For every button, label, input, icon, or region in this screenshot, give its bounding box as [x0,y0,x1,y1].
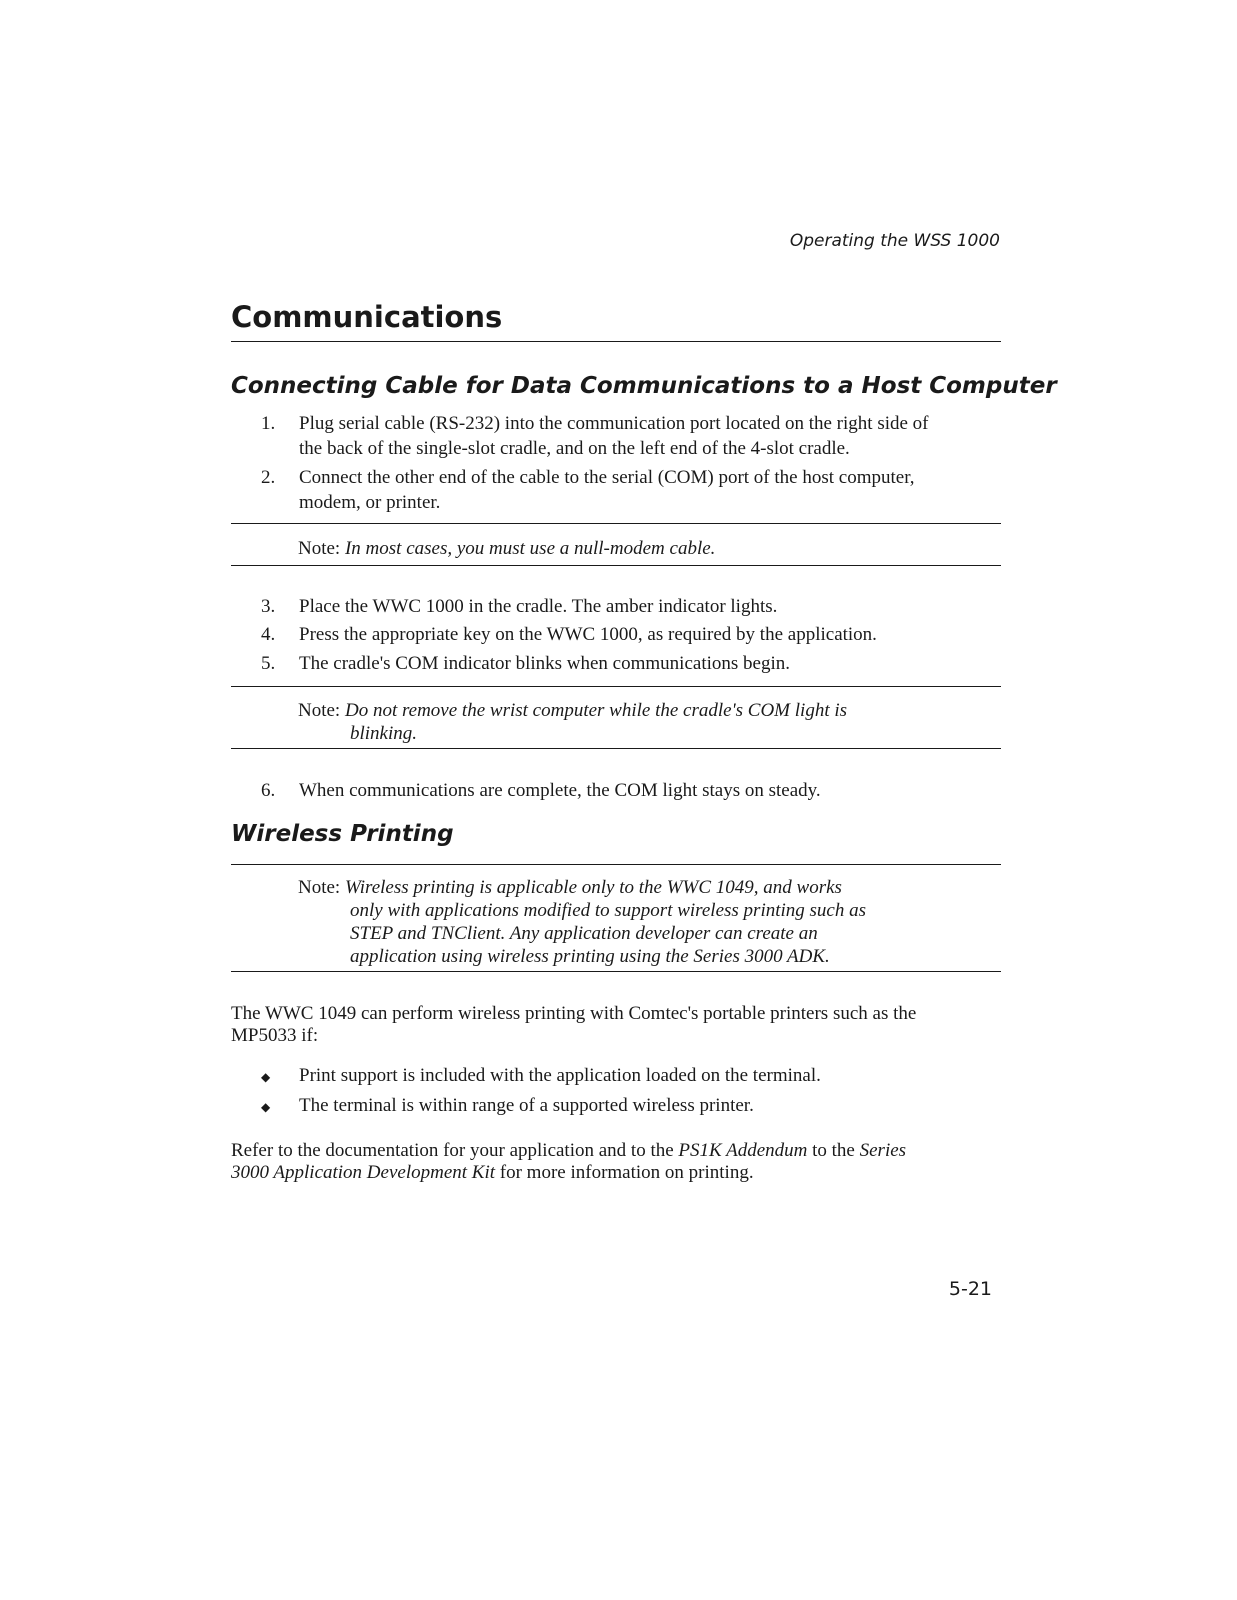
paragraph-line: The WWC 1049 can perform wireless printing with Comtec's portable printers such as the [231,1003,917,1024]
list-item [231,594,1001,619]
step-text: When communications are complete, the COM light stays on steady. [299,780,821,801]
note-rule-top [231,864,1001,865]
refer-text: for more information on printing. [495,1162,754,1183]
step-number: 2. [261,467,276,488]
section-title-connecting-cable: Connecting Cable for Data Communications to a Host Computer [231,373,1057,399]
refer-paragraph [231,1140,1001,1184]
note-com-light [298,699,978,745]
refer-title: 3000 Application Development Kit [231,1162,496,1183]
page-number: 5-21 [948,1278,992,1300]
step-line: the back of the single-slot cradle, and on the left end of the 4-slot cradle. [299,438,850,459]
note-text: Wireless printing is applicable only to the WWC 1049, and works [344,877,842,898]
note-rule-bottom [231,748,1001,749]
step-number: 3. [261,596,276,617]
step-line: Plug serial cable (RS-232) into the communication port located on the right side of [299,413,929,434]
refer-text: to the [807,1140,860,1161]
list-item [231,651,1001,676]
step-text: The cradle's COM indicator blinks when communications begin. [299,653,790,674]
list-item [231,411,1001,461]
note-rule-top [231,686,1001,687]
paragraph-line: MP5033 if: [231,1025,319,1046]
step-number: 5. [261,653,276,674]
step-number: 1. [261,413,276,434]
refer-text: Refer to the documentation for your application and to the [231,1140,679,1161]
note-label: Note: [298,700,341,721]
running-head: Operating the WSS 1000 [789,231,1000,251]
bullet-text: Print support is included with the application loaded on the terminal. [299,1065,821,1086]
step-line: Connect the other end of the cable to the serial (COM) port of the host computer, [299,467,915,488]
step-text [299,411,999,461]
note-text-continued: application using wireless printing using the Series 3000 ADK. [350,946,830,967]
step-line: modem, or printer. [299,492,441,513]
step-text: Place the WWC 1000 in the cradle. The amber indicator lights. [299,596,778,617]
note-text: Do not remove the wrist computer while the cradle's COM light is [344,700,848,721]
bullet-icon: ◆ [261,1070,271,1084]
step-number: 4. [261,624,276,645]
list-item [231,778,1001,803]
note-label: Note: [298,538,341,559]
chapter-title: Communications [231,300,503,334]
note-text-continued: only with applications modified to support wireless printing such as [350,900,866,921]
refer-title: PS1K Addendum [678,1140,808,1161]
list-item [231,465,1001,515]
note-null-modem [298,537,978,560]
section-title-wireless-printing: Wireless Printing [231,821,454,847]
bullet-text: The terminal is within range of a supported wireless printer. [299,1095,754,1116]
bullet-icon: ◆ [261,1100,271,1114]
refer-title: Series [859,1140,907,1161]
intro-paragraph [231,1003,1001,1047]
note-wireless-printing [298,876,978,968]
chapter-rule [231,341,1001,342]
note-rule-bottom [231,971,1001,972]
note-text-continued: STEP and TNClient. Any application developer can create an [350,923,818,944]
note-label: Note: [298,877,341,898]
step-text: Press the appropriate key on the WWC 1000, as required by the application. [299,624,877,645]
list-item [231,622,1001,647]
step-text [299,465,999,515]
note-rule-top [231,523,1001,524]
note-text-continued: blinking. [350,723,418,744]
step-number: 6. [261,780,276,801]
note-text: In most cases, you must use a null-modem cable. [344,538,716,559]
note-rule-bottom [231,565,1001,566]
